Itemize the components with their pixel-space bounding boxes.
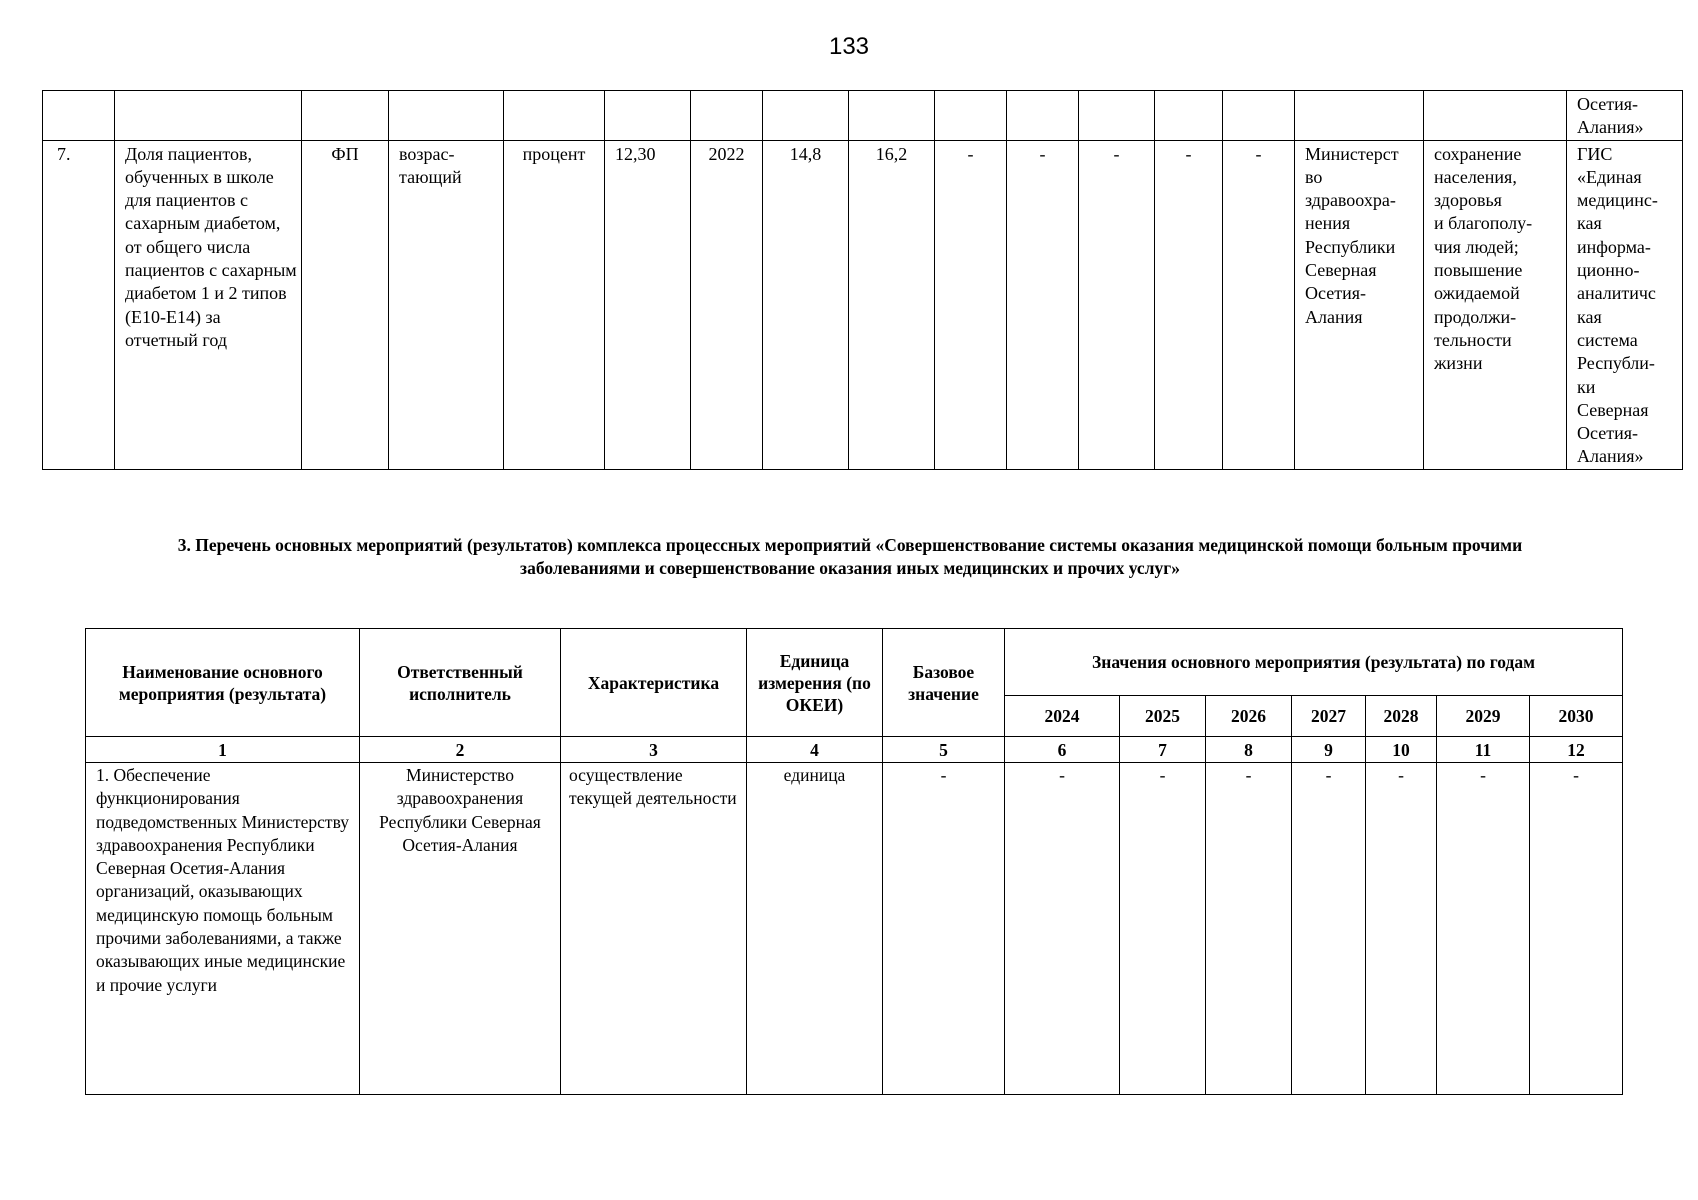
header-name: Наименование основного мероприятия (результата): [86, 629, 360, 737]
header-values-by-year: Значения основного мероприятия (результата) по годам: [1005, 629, 1623, 696]
measure-name: 1. Обеспечение функционирования подведомственных Министерству здравоохранения Республики Северная Осетия-Алания организаций, оказывающих медицинскую помощь больным прочими заболеваниями, а также оказывающих иные медицинские и прочие услуги: [86, 763, 360, 1095]
column-number: 4: [747, 737, 883, 763]
column-number: 6: [1005, 737, 1120, 763]
year-value: -: [1206, 763, 1292, 1095]
table-row: [86, 763, 1623, 1095]
header-responsible: Ответственный исполнитель: [360, 629, 561, 737]
year-value: -: [1292, 763, 1366, 1095]
year-value: -: [1366, 763, 1437, 1095]
section-title-line: 3. Перечень основных мероприятий (результатов) комплекса процессных мероприятий «Совершенствование системы оказания медицинской помощи больным прочими: [177, 535, 1523, 555]
header-base: Базовое значение: [883, 629, 1005, 737]
header-year: 2026: [1206, 696, 1292, 737]
value-cell: -: [935, 140, 1007, 469]
column-number: 9: [1292, 737, 1366, 763]
row-number: 7.: [43, 140, 115, 469]
responsible-cell: Министерст во здравоохра- нения Республики Северная Осетия- Алания: [1295, 140, 1424, 469]
indicators-table: [42, 90, 1683, 470]
measure-characteristic: осуществление текущей деятельности: [561, 763, 747, 1095]
indicator-name: Доля пациентов, обученных в школе для пациентов с сахарным диабетом, от общего числа пациентов с сахарным диабетом 1 и 2 типов (Е10-Е14) за отчетный год: [115, 140, 302, 469]
unit-cell: процент: [504, 140, 605, 469]
year-value: -: [1530, 763, 1623, 1095]
column-number: 8: [1206, 737, 1292, 763]
year-value: -: [1005, 763, 1120, 1095]
section-title-line: заболеваниями и совершенствование оказания иных медицинских и прочих услуг»: [520, 558, 1180, 578]
section-title: [40, 534, 1660, 580]
value-cell: -: [1007, 140, 1079, 469]
column-number: 1: [86, 737, 360, 763]
table-header-row: [86, 629, 1623, 696]
value-cell: 14,8: [763, 140, 849, 469]
column-number: 10: [1366, 737, 1437, 763]
value-cell: -: [1155, 140, 1223, 469]
base-year-cell: 2022: [691, 140, 763, 469]
measure-unit: единица: [747, 763, 883, 1095]
system-cell: Осетия- Алания»: [1567, 91, 1683, 141]
header-unit: Единица измерения (по ОКЕИ): [747, 629, 883, 737]
column-number: 5: [883, 737, 1005, 763]
header-characteristic: Характеристика: [561, 629, 747, 737]
header-year: 2029: [1437, 696, 1530, 737]
measure-responsible: Министерство здравоохранения Республики Северная Осетия-Алания: [360, 763, 561, 1095]
base-value-cell: 12,30: [605, 140, 691, 469]
value-cell: 16,2: [849, 140, 935, 469]
column-numbers-row: [86, 737, 1623, 763]
header-year: 2030: [1530, 696, 1623, 737]
column-number: 12: [1530, 737, 1623, 763]
table-row: [43, 91, 1683, 141]
column-number: 3: [561, 737, 747, 763]
header-year: 2027: [1292, 696, 1366, 737]
column-number: 11: [1437, 737, 1530, 763]
column-number: 7: [1120, 737, 1206, 763]
level-cell: ФП: [302, 140, 389, 469]
year-value: -: [1437, 763, 1530, 1095]
measure-base: -: [883, 763, 1005, 1095]
header-year: 2025: [1120, 696, 1206, 737]
value-cell: -: [1223, 140, 1295, 469]
column-number: 2: [360, 737, 561, 763]
goal-cell: сохранение населения, здоровья и благополу- чия людей; повышение ожидаемой продолжи- тельности жизни: [1424, 140, 1567, 469]
trend-cell: возрас- тающий: [389, 140, 504, 469]
header-year: 2024: [1005, 696, 1120, 737]
value-cell: -: [1079, 140, 1155, 469]
year-value: -: [1120, 763, 1206, 1095]
page-number: 133: [828, 33, 870, 60]
table-row: [43, 140, 1683, 469]
measures-table: [85, 628, 1623, 1095]
system-cell: ГИС «Единая медицинс- кая информа- ционно- аналитичс кая система Республи- ки Северная Осетия- Алания»: [1567, 140, 1683, 469]
header-year: 2028: [1366, 696, 1437, 737]
